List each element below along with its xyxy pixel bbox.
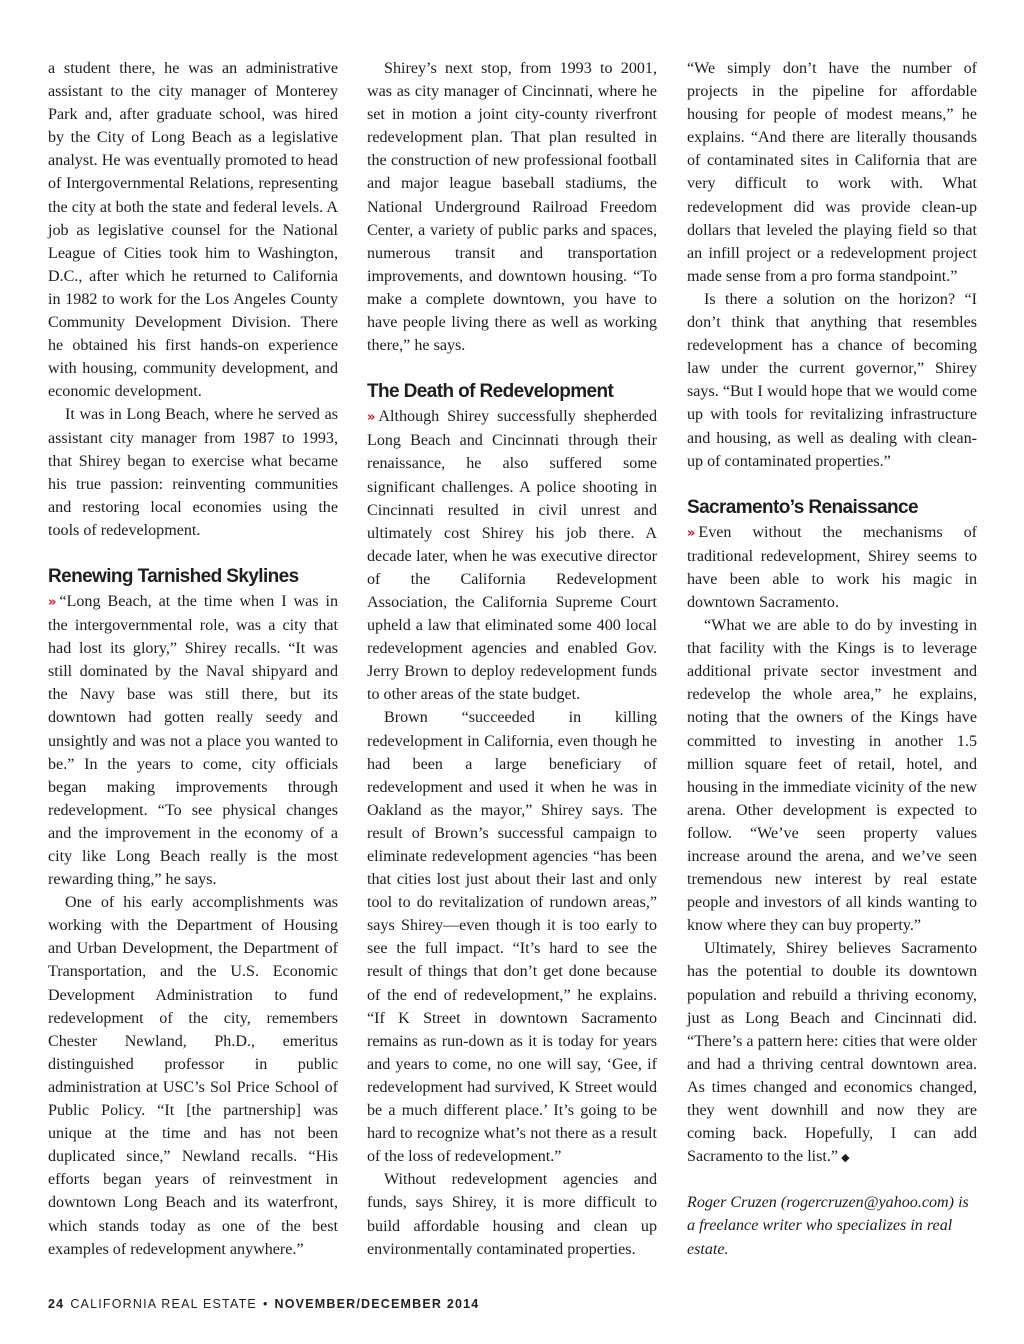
- body-paragraph: Shirey’s next stop, from 1993 to 2001, was as city manager of Cincinnati, where he set in motion a joint city-county riverfront redevelopment plan. That plan resulted in the construction of new professional football and major league baseball stadiums, the National Underground Railroad Freedom Center, a variety of public parks and spaces, numerous transit and transportation improvements, and downtown housing. “To make a complete downtown, you have to have people living there as well as working there,” he says.: [367, 60, 657, 355]
- article-column-1: [48, 57, 338, 1261]
- section-heading: The Death of Redevelopment: [367, 381, 614, 403]
- body-paragraph: “What we are able to do by investing in that facility with the Kings is to leverage additional private sector investment and redevelop the whole area,” he explains, noting that the owners of the Kings have committed to investing in another 1.5 million square feet of retail, hotel, and housing in the immediate vicinity of the new arena. Other development is expected to follow. “We’ve seen property values increase around the arena, and we’ve seen tremendous new interest by real estate people and investors of all kinds wanting to know where they can buy property.”: [687, 617, 977, 935]
- issue-date: NOVEMBER/DECEMBER 2014: [274, 1297, 480, 1311]
- section-heading: Renewing Tarnished Skylines: [48, 565, 299, 587]
- page-number: 24: [48, 1297, 65, 1311]
- body-paragraph: One of his early accomplishments was working with the Department of Housing and Urban Development, the Department of Transportation, and the U.S. Economic Development Administration to fund redevelopment of the city, remembers Chester Newland, Ph.D., emeritus distinguished professor in public administration at USC’s Sol Price School of Public Policy. “It [the partnership] was unique at the time and has not been duplicated since,” Newland recalls. “His efforts began years of reinvestment in downtown Long Beach and its waterfront, which stands today as one of the best examples of redevelopment anywhere.”: [48, 894, 338, 1258]
- section-heading: Sacramento’s Renaissance: [687, 496, 918, 518]
- article-column-2: [367, 57, 657, 1261]
- body-paragraph: a student there, he was an administrative assistant to the city manager of Monterey Park and, after graduate school, was hired by the City of Long Beach as a legislative analyst. He was eventually promoted to head of Intergovernmental Relations, representing the city at both the state and federal levels. A job as legislative counsel for the National League of Cities took him to Washington, D.C., after which he returned to California in 1982 to work for the Los Angeles County Community Development Division. There he obtained his first hands-on experience with housing, community development, and economic development.: [48, 60, 338, 401]
- paragraph-text: Ultimately, Shirey believes Sacramento has the potential to double its downtown population and rebuild a thriving economy, just as Long Beach and Cincinnati did. “There’s a pattern here: cities that were older and had a thriving central downtown area. As times changed and economics changed, they went downhill and now they are coming back. Hopefully, I can add Sacramento to the list.”: [687, 940, 977, 1166]
- body-paragraph: Brown “succeeded in killing redevelopment in California, even though he had been a large beneficiary of redevelopment and used it when he was in Oakland as the mayor,” Shirey says. The result of Brown’s successful campaign to eliminate redevelopment agencies “has been that cities lost just about their last and only tool to do revitalization of rundown areas,” says Shirey—even though it is too early to see the full impact. “It’s hard to see the result of things that don’t get done because of the end of redevelopment,” he explains. “If K Street in downtown Sacramento remains as run-down as it is today for years and years to come, no one will say, ‘Gee, if redevelopment had survived, K Street would be a much different place.’ It’s going to be hard to recognize what’s not there as a result of the loss of redevelopment.”: [367, 709, 657, 1166]
- double-chevron-icon: »: [48, 594, 55, 610]
- end-mark-icon: ◆: [841, 1151, 850, 1165]
- body-paragraph: [48, 590, 338, 891]
- paragraph-text: Although Shirey successfully shepherded Long Beach and Cincinnati through their renaissance, he also suffered some significant challenges. A police shooting in Cincinnati resulted in civil unrest and ultimately cost Shirey his job there. A decade later, when he was executive director of the California Redevelopment Association, the California Supreme Court upheld a law that eliminated some 400 local redevelopment agencies and enabled Gov. Jerry Brown to deploy redevelopment funds to other areas of the state budget.: [367, 408, 657, 704]
- body-paragraph: [687, 521, 977, 614]
- body-paragraph: Without redevelopment agencies and funds, says Shirey, it is more difficult to build affordable housing and clean up environmentally contaminated properties.: [367, 1171, 657, 1258]
- double-chevron-icon: »: [367, 410, 374, 426]
- body-paragraph: [367, 405, 657, 706]
- body-paragraph: It was in Long Beach, where he served as assistant city manager from 1987 to 1993, that Shirey began to exercise what became his true passion: reinventing communities and restoring local economies using the tools of redevelopment.: [48, 406, 338, 539]
- footer-separator: •: [262, 1297, 269, 1311]
- body-paragraph: “We simply don’t have the number of projects in the pipeline for affordable housing for people of modest means,” he explains. “And there are literally thousands of contaminated sites in California that are very difficult to work with. What redevelopment did was provide clean-up dollars that leveled the playing field so that an infill project or a redevelopment project made sense from a pro forma standpoint.”: [687, 60, 977, 285]
- publication-name: CALIFORNIA REAL ESTATE: [70, 1297, 257, 1311]
- article-column-3: [687, 57, 977, 1261]
- paragraph-text: “Long Beach, at the time when I was in the intergovernmental role, was a city that had lost its glory,” Shirey recalls. “It was still dominated by the Naval shipyard and the Navy base was still there, but its downtown had gotten really seedy and unsightly and was not a place you wanted to be.” In the years to come, city officials began making improvements through redevelopment. “To see physical changes and the improvement in the economy of a city like Long Beach really is the most rewarding thing,” he says.: [48, 592, 338, 889]
- body-paragraph: [687, 937, 977, 1169]
- author-byline: Roger Cruzen (rogercruzen@yahoo.com) is a freelance writer who specializes in real estate.: [687, 1194, 969, 1258]
- paragraph-text: Even without the mechanisms of traditional redevelopment, Shirey seems to have been able to work his magic in downtown Sacramento.: [687, 523, 977, 611]
- page-footer: [48, 1297, 479, 1311]
- body-paragraph: Is there a solution on the horizon? “I don’t think that anything that resembles redevelopment has a chance of becoming law under the current governor,” Shirey says. “But I would hope that we would come up with tools for revitalizing infrastructure and housing, as well as dealing with clean-up of contaminated properties.”: [687, 290, 977, 470]
- double-chevron-icon: »: [687, 525, 694, 541]
